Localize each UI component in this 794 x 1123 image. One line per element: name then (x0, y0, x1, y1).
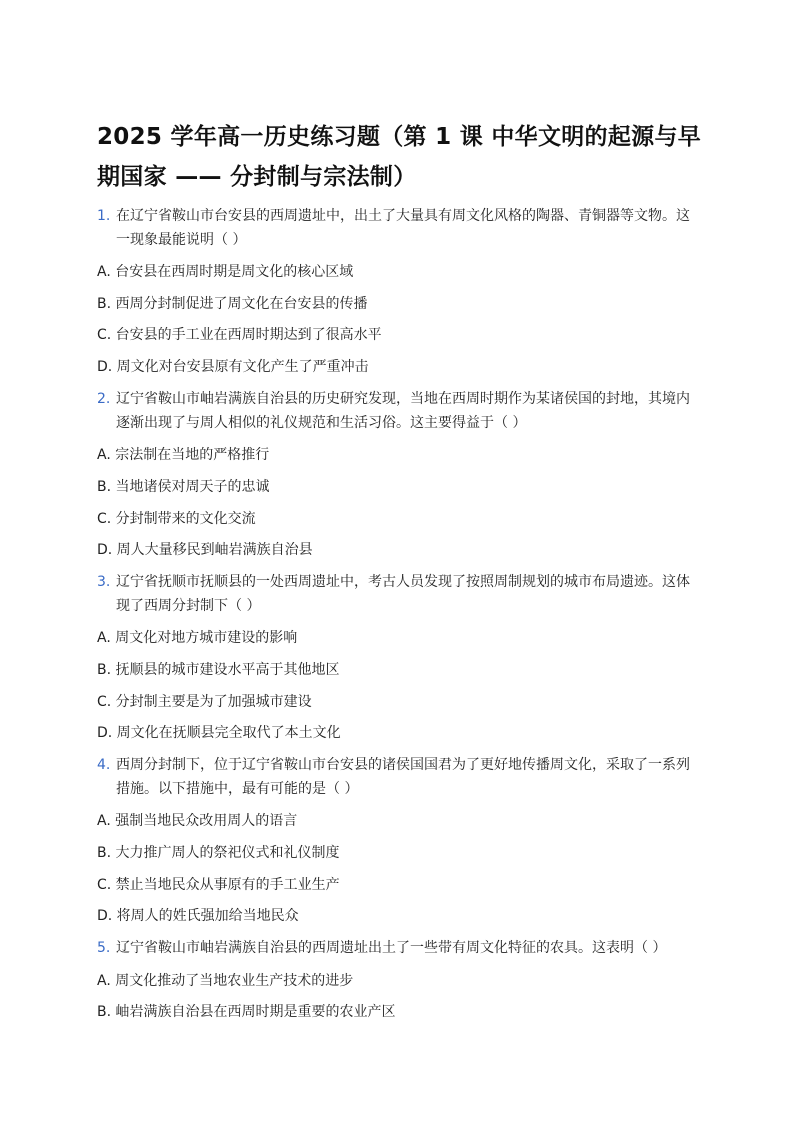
option-a: A. 宗法制在当地的严格推行 (97, 447, 270, 463)
question-5 (97, 937, 697, 961)
option-c: C. 分封制带来的文化交流 (97, 511, 256, 527)
option-d: D. 周文化对台安县原有文化产生了严重冲击 (97, 359, 369, 375)
option-d: D. 周文化在抚顺县完全取代了本土文化 (97, 725, 341, 741)
option-d: D. 将周人的姓氏强加给当地民众 (97, 908, 299, 924)
option-c: C. 禁止当地民众从事原有的手工业生产 (97, 877, 340, 893)
option-a: A. 周文化推动了当地农业生产技术的进步 (97, 973, 354, 989)
option-b: B. 抚顺县的城市建设水平高于其他地区 (97, 662, 340, 678)
question-4 (97, 754, 697, 801)
question-stem: 辽宁省鞍山市岫岩满族自治县的西周遗址出土了一些带有周文化特征的农具。这表明（ ） (116, 940, 667, 956)
option-a: A. 周文化对地方城市建设的影响 (97, 630, 298, 646)
option-d: D. 周人大量移民到岫岩满族自治县 (97, 542, 313, 558)
option-c: C. 台安县的手工业在西周时期达到了很高水平 (97, 327, 382, 343)
question-stem: 辽宁省鞍山市岫岩满族自治县的历史研究发现，当地在西周时期作为某诸侯国的封地，其境内逐渐出现了与周人相似的礼仪规范和生活习俗。这主要得益于（ ） (116, 391, 690, 431)
question-number: 2. (97, 391, 111, 407)
question-number: 4. (97, 757, 111, 773)
question-number: 3. (97, 574, 111, 590)
question-3 (97, 571, 697, 618)
option-b: B. 当地诸侯对周天子的忠诚 (97, 479, 270, 495)
question-2 (97, 388, 697, 435)
question-stem: 西周分封制下，位于辽宁省鞍山市台安县的诸侯国国君为了更好地传播周文化，采取了一系列措施。以下措施中，最有可能的是（ ） (116, 757, 690, 797)
question-number: 1. (97, 208, 111, 224)
document-title: 2025 学年高一历史练习题（第 1 课 中华文明的起源与早期国家 —— 分封制与宗法制） (97, 124, 702, 190)
option-b: B. 西周分封制促进了周文化在台安县的传播 (97, 296, 368, 312)
question-1 (97, 205, 697, 252)
question-stem: 在辽宁省鞍山市台安县的西周遗址中，出土了大量具有周文化风格的陶器、青铜器等文物。这一现象最能说明（ ） (116, 208, 690, 248)
option-a: A. 强制当地民众改用周人的语言 (97, 813, 298, 829)
option-b: B. 岫岩满族自治县在西周时期是重要的农业产区 (97, 1004, 396, 1020)
question-stem: 辽宁省抚顺市抚顺县的一处西周遗址中，考古人员发现了按照周制规划的城市布局遗迹。这体现了西周分封制下（ ） (116, 574, 690, 614)
option-c: C. 分封制主要是为了加强城市建设 (97, 694, 312, 710)
question-number: 5. (97, 940, 111, 956)
option-a: A. 台安县在西周时期是周文化的核心区域 (97, 264, 354, 280)
option-b: B. 大力推广周人的祭祀仪式和礼仪制度 (97, 845, 340, 861)
